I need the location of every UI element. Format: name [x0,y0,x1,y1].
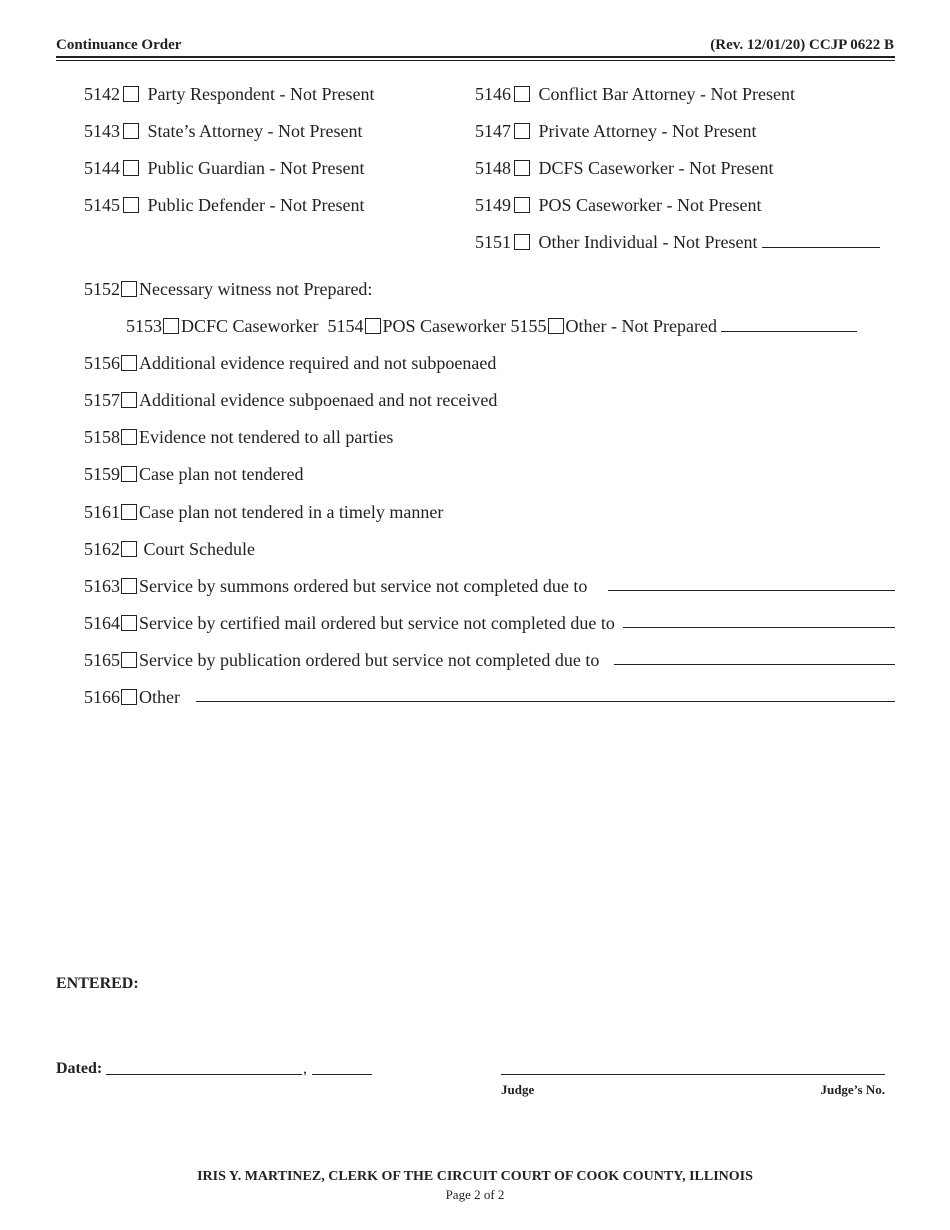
option-code: 5166 [84,687,120,707]
option-code: 5146 [475,84,511,104]
option-label: Additional evidence subpoenaed and not received [139,390,498,410]
option-label: Private Attorney - Not Present [538,121,757,141]
option-5151 [475,231,880,253]
option-code: 5162 [84,539,120,559]
option-code: 5154 [327,316,364,336]
option-5164 [84,612,615,634]
option-5146 [475,83,795,105]
other-not-prepared-blank[interactable] [721,315,857,332]
checkbox-5158[interactable] [121,429,137,445]
option-label: Evidence not tendered to all parties [139,427,394,447]
option-code: 5156 [84,353,120,373]
dated-year-line[interactable] [312,1073,372,1075]
option-5144 [84,157,364,179]
header-rule-thin [56,60,895,61]
checkbox-5149[interactable] [514,197,530,213]
option-label: DCFS Caseworker - Not Present [538,158,774,178]
option-code: 5163 [84,576,120,596]
checkbox-5166[interactable] [121,689,137,705]
option-code: 5151 [475,232,511,252]
checkbox-5153[interactable] [163,318,179,334]
option-label: Other [139,687,180,707]
option-code: 5155 [510,316,547,336]
option-5158 [84,426,393,448]
option-label: Service by certified mail ordered but service not completed due to [139,613,615,633]
option-code: 5142 [84,84,120,104]
option-5161 [84,501,443,523]
option-5166 [84,686,180,708]
checkbox-5148[interactable] [514,160,530,176]
checkbox-5145[interactable] [123,197,139,213]
option-label: Other - Not Prepared [565,316,717,336]
checkbox-5151[interactable] [514,234,530,250]
option-label: POS Caseworker [382,316,506,336]
option-code: 5145 [84,195,120,215]
option-5142 [84,83,374,105]
checkbox-5161[interactable] [121,504,137,520]
option-label: DCFC Caseworker [181,316,319,336]
option-5149 [475,194,761,216]
checkbox-5162[interactable] [121,541,137,557]
checkbox-5159[interactable] [121,466,137,482]
option-5148 [475,157,773,179]
option-code: 5148 [475,158,511,178]
checkbox-5163[interactable] [121,578,137,594]
option-label: Other Individual - Not Present [538,232,758,252]
option-5143 [84,120,362,142]
option-code: 5153 [126,316,162,336]
checkbox-5147[interactable] [514,123,530,139]
option-code: 5152 [84,279,120,299]
option-label: POS Caseworker - Not Present [538,195,762,215]
form-id: (Rev. 12/01/20) CCJP 0622 B [710,37,894,53]
option-5147 [475,120,756,142]
option-code: 5149 [475,195,511,215]
checkbox-5144[interactable] [123,160,139,176]
judge-signature-line[interactable] [501,1073,885,1075]
checkbox-5142[interactable] [123,86,139,102]
option-label: Necessary witness not Prepared: [139,279,373,299]
option-label: State’s Attorney - Not Present [147,121,363,141]
publication-reason-blank[interactable] [614,664,895,665]
option-5162 [84,538,255,560]
form-title: Continuance Order [56,37,182,53]
option-label: Conflict Bar Attorney - Not Present [538,84,795,104]
option-5159 [84,463,303,485]
checkbox-5154[interactable] [365,318,381,334]
option-code: 5164 [84,613,120,633]
option-label: Public Guardian - Not Present [147,158,365,178]
judge-number-label: Judge’s No. [820,1082,885,1097]
option-label: Court Schedule [143,539,255,559]
page-number: Page 2 of 2 [445,1187,505,1202]
clerk-footer: IRIS Y. MARTINEZ, CLERK OF THE CIRCUIT COURT OF COOK COUNTY, ILLINOIS [197,1169,753,1184]
option-code: 5143 [84,121,120,141]
summons-reason-blank[interactable] [608,590,895,591]
checkbox-5164[interactable] [121,615,137,631]
checkbox-5165[interactable] [121,652,137,668]
other-individual-blank[interactable] [762,231,880,248]
option-label: Party Respondent - Not Present [147,84,375,104]
checkbox-5157[interactable] [121,392,137,408]
option-label: Case plan not tendered [139,464,304,484]
other-reason-blank[interactable] [196,701,895,702]
option-5157 [84,389,497,411]
checkbox-5156[interactable] [121,355,137,371]
option-code: 5147 [475,121,511,141]
entered-label: ENTERED: [56,975,139,992]
option-5156 [84,352,496,374]
option-5165 [84,649,599,671]
checkbox-5152[interactable] [121,281,137,297]
dated-comma: , [303,1060,307,1077]
option-code: 5144 [84,158,120,178]
option-code: 5161 [84,502,120,522]
option-5152 [84,278,372,300]
certified-mail-reason-blank[interactable] [623,627,895,628]
option-label: Additional evidence required and not subpoenaed [139,353,497,373]
checkbox-5146[interactable] [514,86,530,102]
option-label: Case plan not tendered in a timely manner [139,502,444,522]
checkbox-5143[interactable] [123,123,139,139]
judge-label: Judge [501,1082,535,1097]
witness-sub-options [126,315,857,337]
header-rule [56,56,895,58]
option-code: 5158 [84,427,120,447]
option-5163 [84,575,587,597]
dated-month-day-line[interactable] [106,1073,302,1075]
checkbox-5155[interactable] [548,318,564,334]
option-5145 [84,194,364,216]
dated-label: Dated: [56,1060,103,1077]
option-code: 5157 [84,390,120,410]
option-code: 5165 [84,650,120,670]
option-label: Public Defender - Not Present [147,195,365,215]
option-label: Service by publication ordered but service not completed due to [139,650,600,670]
option-label: Service by summons ordered but service not completed due to [139,576,588,596]
option-code: 5159 [84,464,120,484]
